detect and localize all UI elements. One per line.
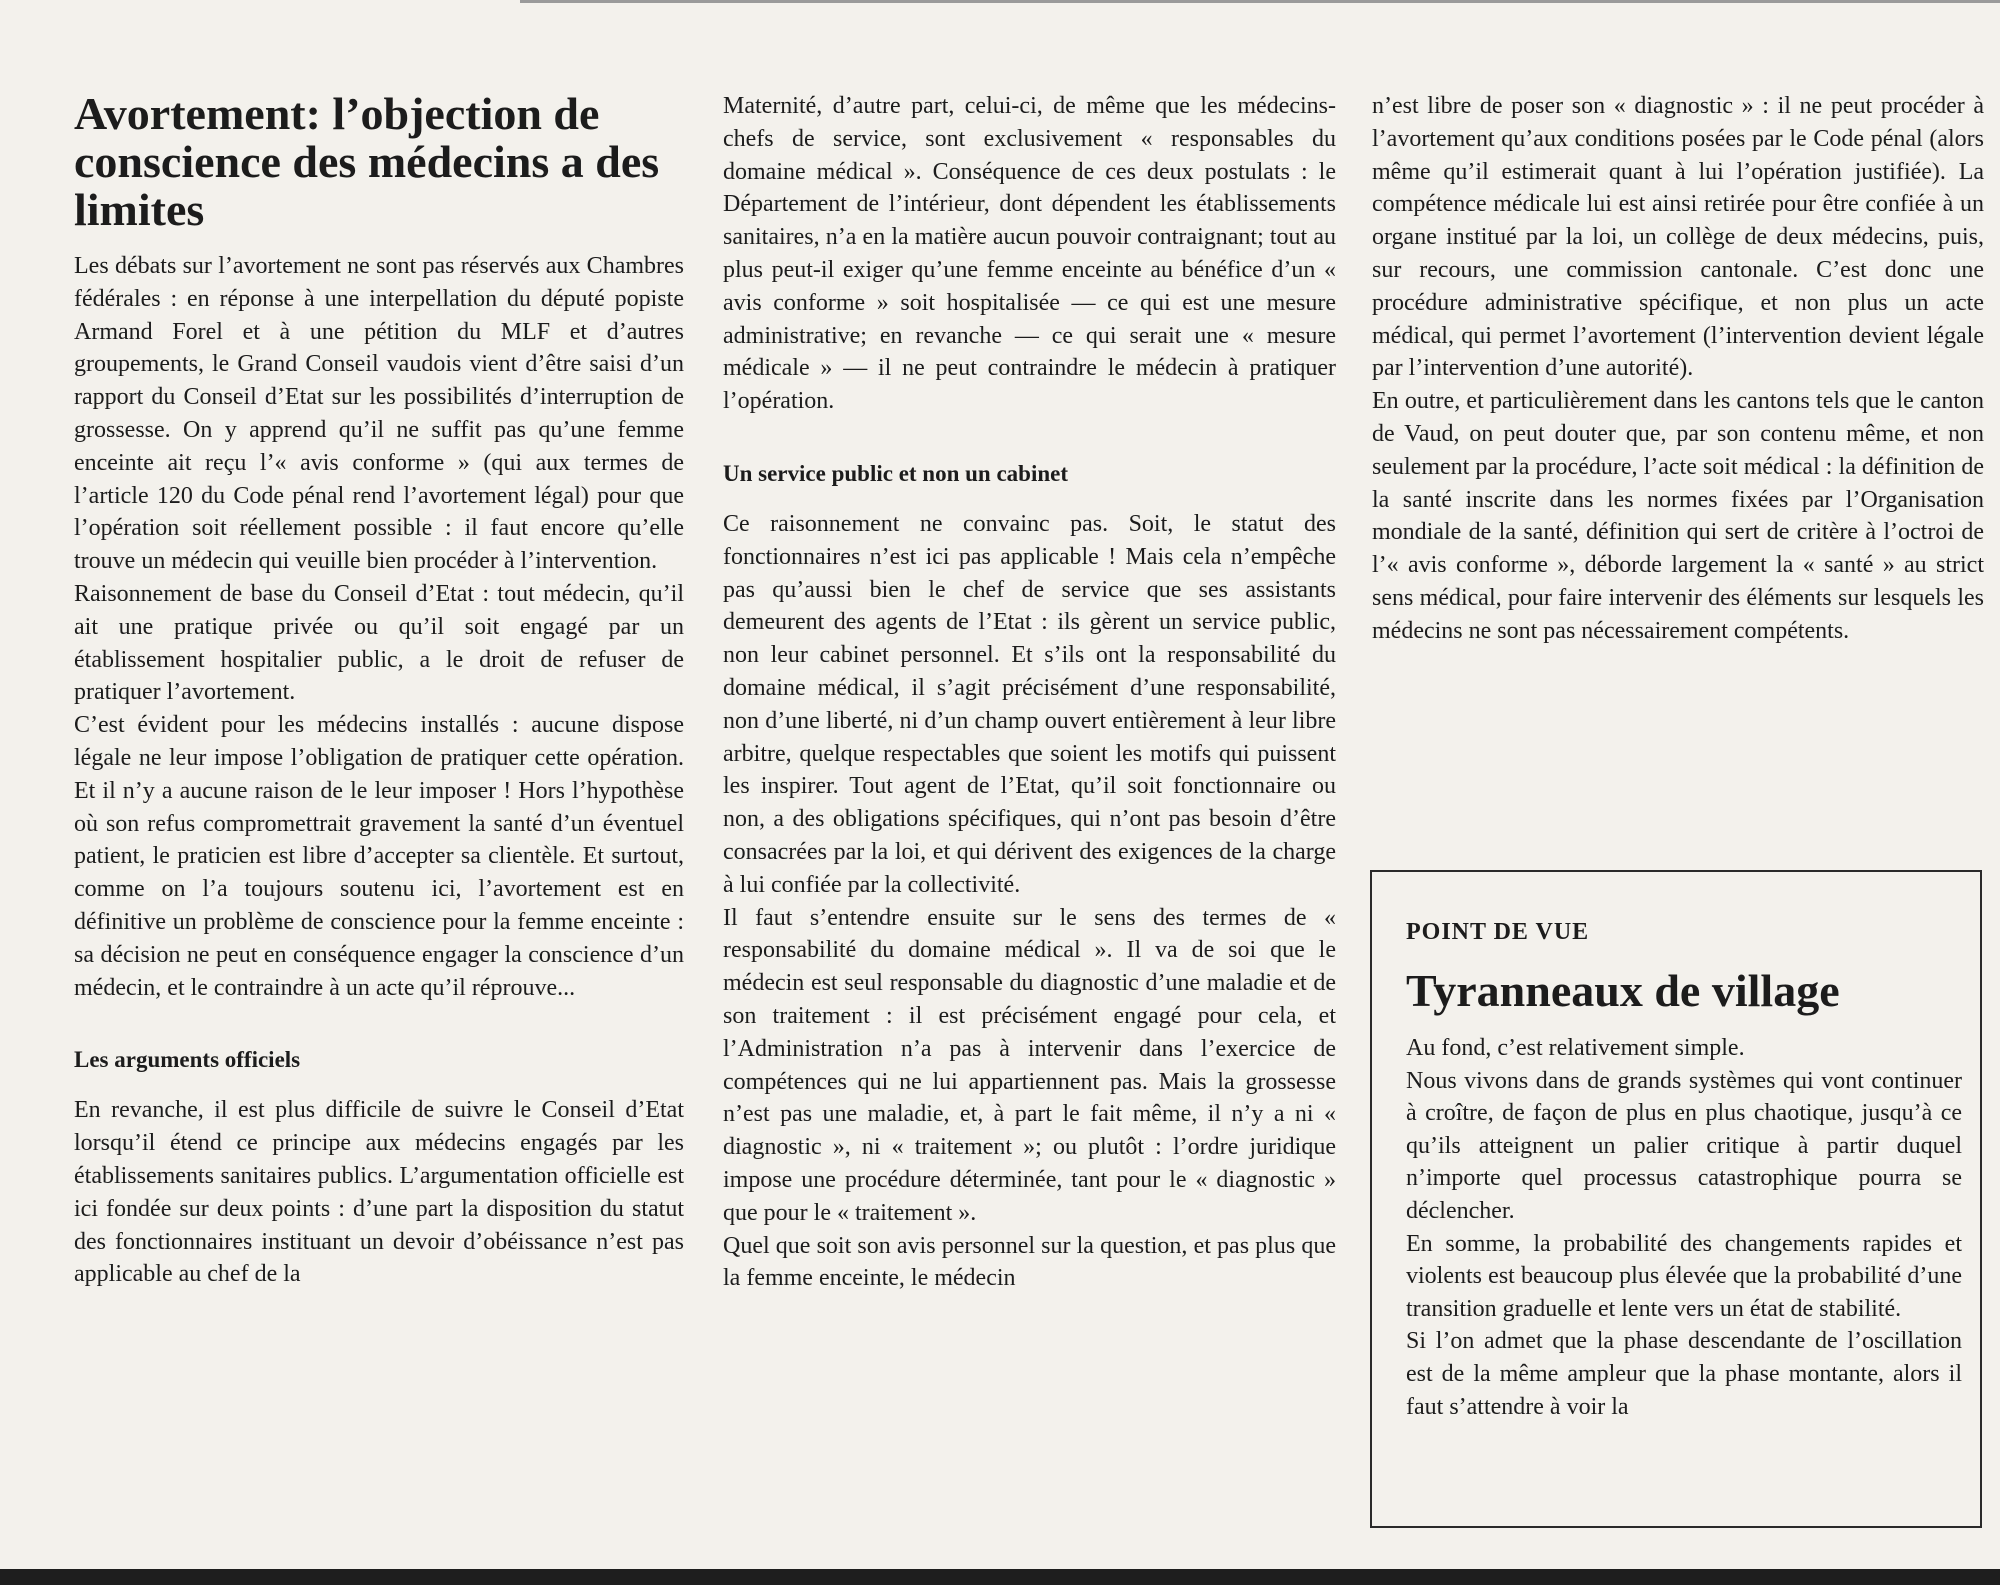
article-title: Avortement: l’objection de conscience des médecins a des limites: [74, 88, 660, 235]
article-column-1: [74, 90, 684, 1291]
paragraph: En somme, la probabilité des changements rapides et violents est beaucoup plus élevée que la probabilité d’une transition graduelle et lente vers un état de stabilité.: [1406, 1230, 1962, 1322]
paragraph: En outre, et particulièrement dans les cantons tels que le canton de Vaud, on peut douter que, par son contenu même, et non seulement par la procédure, l’acte soit médical : la définition de la santé inscrite dans les normes fixées par l’Organisation mondiale de la santé, définition qui sert de critère à l’octroi de l’« avis conforme », déborde largement la « santé » au strict sens médical, pour faire intervenir des éléments sur lesquels les médecins ne sont pas nécessairement compétents.: [1372, 388, 1984, 644]
top-rule: [520, 0, 2000, 3]
paragraph: Quel que soit son avis personnel sur la question, et pas plus que la femme enceinte, le médecin: [723, 1232, 1336, 1292]
paragraph: Les débats sur l’avortement ne sont pas réservés aux Chambres fédérales : en réponse à une interpellation du député popiste Armand Forel et à une pétition du MLF et d’autres groupements, le Grand Conseil vaudois vient d’être saisi d’un rapport du Conseil d’Etat sur les possibilités d’interruption de grossesse. On y apprend qu’il ne suffit pas qu’une femme enceinte ait reçu l’« avis conforme » (qui aux termes de l’article 120 du Code pénal rend l’avortement légal) pour que l’opération soit réellement possible : il faut encore qu’elle trouve un médecin qui veuille bien procéder à l’intervention.: [74, 253, 684, 575]
bottom-rule: [0, 1569, 2000, 1585]
paragraph: C’est évident pour les médecins installés : aucune dispose légale ne leur impose l’obligation de pratiquer cette opération. Et il n’y a aucune raison de le leur imposer ! Hors l’hypothèse où son refus compromettrait gravement la santé d’un éventuel patient, le praticien est libre d’accepter sa clientèle. Et surtout, comme on l’a toujours soutenu ici, l’avortement est en définitive un problème de conscience pour la femme enceinte : sa décision ne peut en conséquence engager la conscience d’un médecin, et le contraindre à un acte qu’il réprouve...: [74, 712, 684, 1001]
article-column-2: [723, 90, 1336, 1295]
article-column-3: [1372, 90, 1984, 648]
paragraph: Il faut s’entendre ensuite sur le sens des termes de « responsabilité du domaine médical ». Il va de soi que le médecin est seul responsable du diagnostic d’une maladie et de son traitement : il est précisément engagé pour cela, et l’Administration n’a pas à intervenir dans l’exercice de compétences qui ne lui appartiennent pas. Mais la grossesse n’est pas une maladie, et, à part le fait même, il n’y a ni « diagnostic », ni « traitement »; ou plutôt : l’ordre juridique impose une procédure déterminée, tant pour le « diagnostic » que pour le « traitement ».: [723, 904, 1336, 1226]
paragraph: En revanche, il est plus difficile de suivre le Conseil d’Etat lorsqu’il étend ce principe aux médecins engagés par les établissements sanitaires publics. L’argumentation officielle est ici fondée sur deux points : d’une part la disposition du statut des fonctionnaires instituant un devoir d’obéissance n’est pas applicable au chef de la: [74, 1097, 684, 1288]
subheading-service-public: Un service public et non un cabinet: [723, 460, 1069, 486]
paragraph: Au fond, c’est relativement simple.: [1406, 1035, 1745, 1061]
paragraph: Si l’on admet que la phase descendante de l’oscillation est de la même ampleur que la phase montante, alors il faut s’attendre à voir la: [1406, 1328, 1962, 1420]
paragraph: Ce raisonnement ne convainc pas. Soit, le statut des fonctionnaires n’est ici pas applicable ! Mais cela n’empêche pas qu’aussi bien le chef de service que ses assistants demeurent des agents de l’Etat : ils gèrent un service public, non leur cabinet personnel. Et s’ils ont la responsabilité du domaine médical, il s’agit précisément d’une responsabilité, non d’une liberté, ni d’un champ ouvert entièrement à leur libre arbitre, quelque respectables que soient les motifs qui puissent les inspirer. Tout agent de l’Etat, qu’il soit fonctionnaire ou non, a des obligations spécifiques, qui n’ont pas besoin d’être consacrées par la loi, et qui dérivent des exigences de la charge à lui confiée par la collectivité.: [723, 510, 1336, 898]
subheading-arguments: Les arguments officiels: [74, 1047, 301, 1073]
point-de-vue-box: [1370, 870, 1982, 1528]
box-title: Tyranneaux de village: [1406, 965, 1840, 1016]
paragraph: Nous vivons dans de grands systèmes qui vont continuer à croître, de façon de plus en plus chaotique, jusqu’à ce qu’ils atteignent un palier critique à partir duquel n’importe quel processus catastrophique pourra se déclencher.: [1406, 1067, 1962, 1224]
paragraph: Raisonnement de base du Conseil d’Etat : tout médecin, qu’il ait une pratique privée ou qu’il soit engagé par un établissement hospitalier public, a le droit de refuser de pratiquer l’avortement.: [74, 580, 684, 706]
box-kicker: POINT DE VUE: [1406, 919, 1590, 945]
paragraph: n’est libre de poser son « diagnostic » : il ne peut procéder à l’avortement qu’aux conditions posées par le Code pénal (alors même qu’il estimerait quant à lui l’opération justifiée). La compétence médicale lui est ainsi retirée pour être confiée à un organe institué par la loi, un collège de deux médecins, puis, sur recours, une commission cantonale. C’est donc une procédure administrative spécifique, et non plus un acte médical, qui permet l’avortement (l’intervention devient légale par l’intervention d’une autorité).: [1372, 93, 1984, 382]
paragraph: Maternité, d’autre part, celui-ci, de même que les médecins-chefs de service, sont exclusivement « responsables du domaine médical ». Conséquence de ces deux postulats : le Département de l’intérieur, dont dépendent les établissements sanitaires, n’a en la matière aucun pouvoir contraignant; tout au plus peut-il exiger qu’une femme enceinte au bénéfice d’un « avis conforme » soit hospitalisée — ce qui est une mesure administrative; en revanche — ce qui serait une « mesure médicale » — il ne peut contraindre le médecin à pratiquer l’opération.: [723, 93, 1336, 415]
